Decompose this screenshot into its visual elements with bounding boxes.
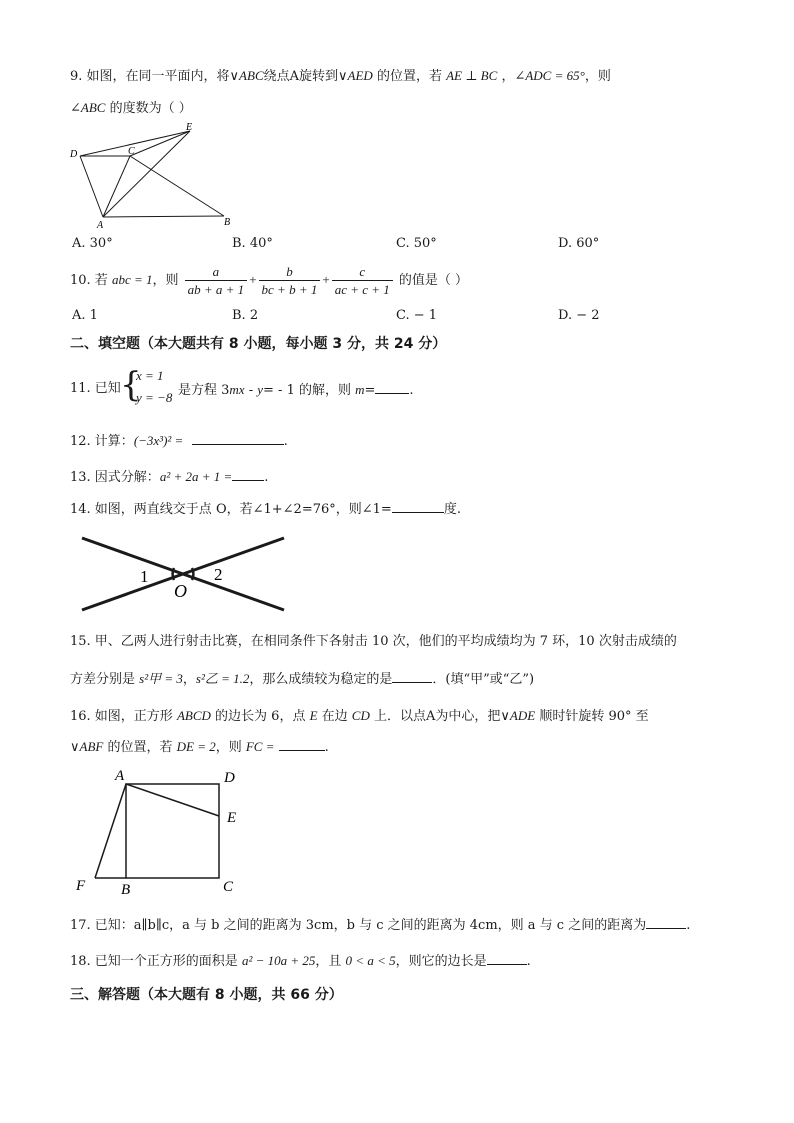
label-c: C: [128, 146, 135, 157]
q14-line: 14. 如图，两直线交于点 O，若∠1+∠2=76°，则∠1= 度.: [70, 498, 461, 520]
q9-option-c: C. 50°: [396, 236, 437, 251]
point-o-label: O: [174, 581, 187, 601]
q14-figure: [78, 532, 290, 618]
q10-option-a: A. 1: [72, 308, 98, 323]
q10-option-d: D. − 2: [558, 308, 600, 323]
q18-line: 18. 已知一个正方形的面积是 a² − 10a + 25，且 0 < a < 5，则它的边长是 .: [70, 950, 531, 972]
q18-answer-blank[interactable]: [487, 950, 527, 965]
q15-line2: 方差分别是 s²甲 = 3，s²乙 = 1.2，那么成绩较为稳定的是 ．(填“甲”或“乙”): [70, 668, 534, 690]
angle-1-arc: [173, 568, 174, 580]
label-d: D: [70, 149, 78, 160]
label-e: E: [186, 122, 193, 133]
fraction-2: $\frac{b}{bc + b + 1}$: [259, 263, 321, 298]
q9-option-b: B. 40°: [232, 236, 273, 251]
section-3-title: 三、解答题（本大题有 8 小题，共 66 分）: [70, 987, 343, 1003]
q9-figure: [66, 120, 238, 232]
line-de: [80, 131, 190, 156]
line-cb: [130, 156, 224, 216]
label-b: B: [121, 882, 131, 898]
q17-answer-blank[interactable]: [646, 914, 686, 929]
angle-2-label: 2: [214, 565, 223, 584]
line-ce: [130, 131, 190, 156]
square-abcd: [126, 784, 219, 878]
q9-option-a: A. 30°: [72, 236, 113, 251]
q12-line: 12. 计算：(−3x³)² = .: [70, 430, 288, 452]
q16-line2: ∨ABF 的位置，若 DE = 2，则 FC = .: [70, 736, 329, 758]
label-b: B: [224, 217, 231, 228]
q16-answer-blank[interactable]: [279, 736, 325, 751]
q10-line: 10. 若 abc = 1，则 $\frac{a}{ab + a + 1}$ + $\frac{b}{bc + b + 1}$ + $\frac{c}{ac + c + 1}$ 的值是（ ）: [70, 264, 469, 297]
q10-option-c: C. − 1: [396, 308, 438, 323]
label-a: A: [115, 768, 125, 784]
q13-answer-blank[interactable]: [232, 466, 264, 481]
fraction-3: $\frac{c}{ac + c + 1}$: [332, 263, 393, 298]
q10-option-b: B. 2: [232, 308, 259, 323]
line-ac: [103, 156, 130, 217]
q17-line: 17. 已知：a∥b∥c，a 与 b 之间的距离为 3cm，b 与 c 之间的距离为 4cm，则 a 与 c 之间的距离为 .: [70, 914, 690, 936]
q9-line1: 9. 如图，在同一平面内，将∨ABC绕点A旋转到∨AED 的位置，若 AE ⊥ BC ，∠ADC = 65°，则: [70, 68, 611, 84]
line-ae: [126, 784, 219, 816]
line-af: [95, 784, 126, 878]
angle-1-label: 1: [140, 567, 149, 586]
label-c: C: [223, 879, 234, 895]
label-a: A: [97, 220, 104, 231]
q16-figure: [70, 764, 250, 898]
fraction-1: $\frac{a}{ab + a + 1}$: [185, 263, 248, 298]
q9-option-d: D. 60°: [558, 236, 600, 251]
q16-line1: 16. 如图，正方形 ABCD 的边长为 6，点 E 在边 CD 上．以点A为中心，把∨ADE 顺时针旋转 90° 至: [70, 708, 649, 724]
q14-answer-blank[interactable]: [392, 498, 444, 513]
system-brace: {: [120, 365, 142, 405]
line-da: [80, 156, 103, 217]
line-ab: [103, 216, 224, 217]
angle-2-arc: [192, 568, 193, 580]
label-d: D: [224, 770, 235, 786]
q15-answer-blank[interactable]: [392, 668, 432, 683]
label-f: F: [76, 878, 86, 894]
q13-line: 13. 因式分解：a² + 2a + 1 = .: [70, 466, 268, 488]
q9-line2: ∠ABC 的度数为（ ）: [70, 100, 192, 116]
label-e: E: [227, 810, 237, 826]
q15-line1: 15. 甲、乙两人进行射击比赛，在相同条件下各射击 10 次，他们的平均成绩均为 7 环，10 次射击成绩的: [70, 634, 677, 649]
line-ae: [103, 131, 190, 217]
section-2-title: 二、填空题（本大题共有 8 小题，每小题 3 分，共 24 分）: [70, 336, 447, 352]
q11-answer-blank[interactable]: [375, 379, 409, 394]
q12-answer-blank[interactable]: [192, 430, 284, 445]
